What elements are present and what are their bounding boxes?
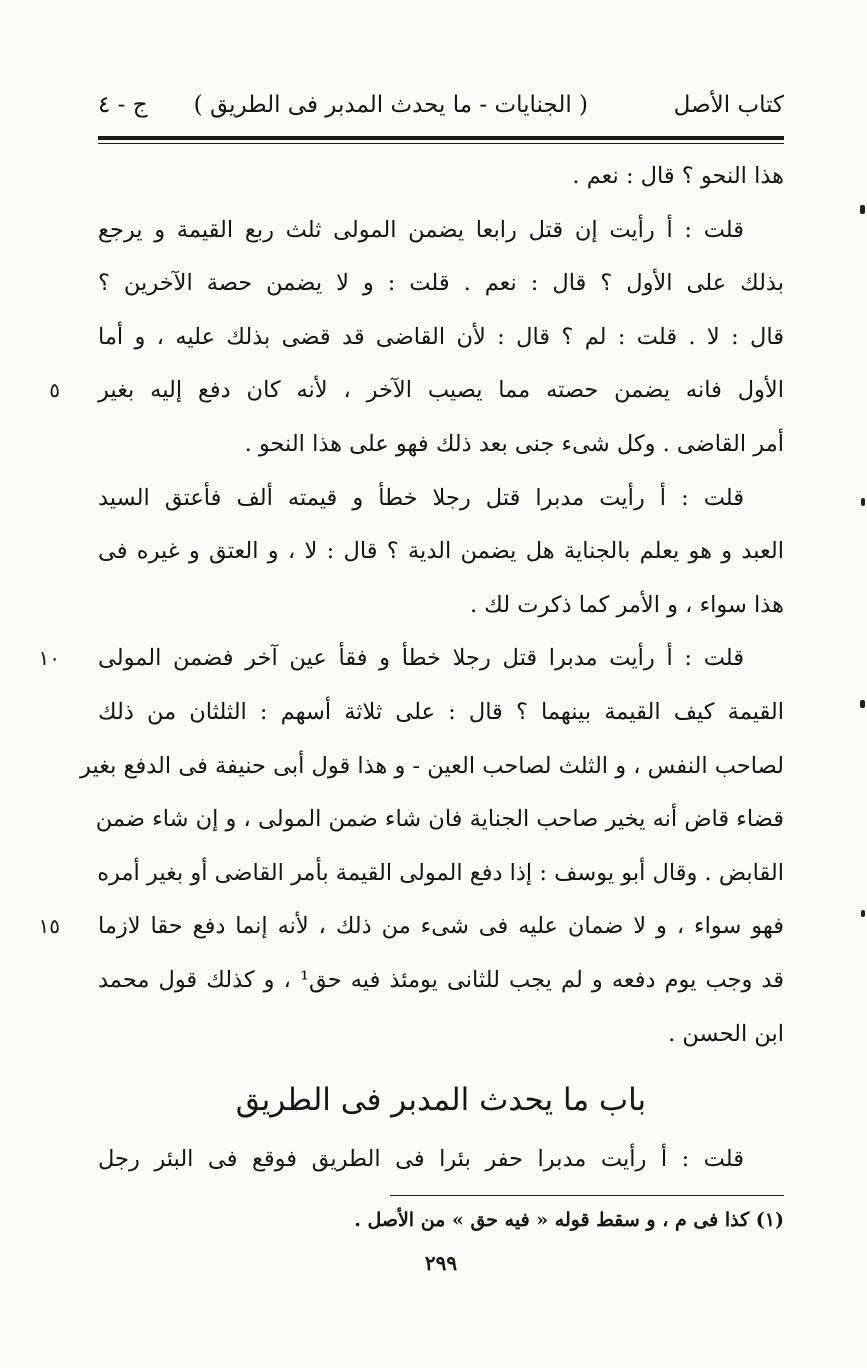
text-line-content: قلت : أ رأيت مدبرا قتل رجلا خطأ و قيمته ألف فأعتق السيد	[98, 484, 744, 511]
text-line	[98, 686, 784, 740]
text-line	[38, 632, 784, 686]
text-line	[98, 1008, 784, 1062]
text-line	[98, 525, 784, 579]
text-line	[98, 847, 784, 901]
text-line-content: قلت : أ رأيت مدبرا قتل رجلا خطأ و فقأ عين آخر فضمن المولى	[98, 645, 744, 672]
text-line	[98, 150, 784, 204]
line-number: ٥	[49, 378, 60, 403]
text-line	[98, 472, 784, 526]
footnote-rule	[390, 1195, 784, 1196]
text-line-content: هذا سواء ، و الأمر كما ذكرت لك .	[469, 591, 784, 618]
page-number: ٢٩٩	[424, 1250, 458, 1275]
text-line	[98, 579, 784, 633]
text-line	[80, 740, 784, 794]
text-line	[49, 364, 784, 418]
chapter-first-line: قلت : أ رأيت مدبرا حفر بئرا فى الطريق فوقع فى البئر رجل	[98, 1146, 744, 1173]
running-header	[98, 78, 784, 132]
section-title: ( الجنايات - ما يحدث المدبر فى الطريق )	[193, 92, 588, 118]
line-number: ١٥	[38, 914, 60, 939]
chapter-title: باب ما يحدث المدبر فى الطريق	[235, 1082, 647, 1119]
scan-speck	[860, 700, 865, 708]
header-rule-thick	[98, 136, 784, 140]
text-line-content: بذلك على الأول ؟ قال : نعم . قلت : و لا يضمن حصة الآخرين ؟	[98, 270, 784, 297]
scan-speck	[860, 205, 865, 214]
text-line-content: قال : لا . قلت : لم ؟ قال : لأن القاضى قد قضى بذلك عليه ، و أما	[98, 323, 784, 350]
text-line-content: هذا النحو ؟ قال : نعم .	[572, 163, 784, 189]
text-line-content: لصاحب النفس ، و الثلث لصاحب العين - و هذا قول أبى حنيفة فى الدفع بغير	[80, 752, 784, 779]
text-line-content: الأول فانه يضمن حصته مما يصيب الآخر ، لأنه كان دفع إليه بغير	[98, 377, 784, 404]
text-line	[98, 418, 784, 472]
text-line-content: قضاء قاض أنه يخير صاحب الجناية فان شاء ضمن المولى ، و إن شاء ضمن	[95, 806, 784, 833]
text-line	[95, 793, 784, 847]
book-title: كتاب الأصل	[673, 92, 784, 118]
text-line-content: القيمة كيف القيمة بينهما ؟ قال : على ثلاثة أسهم : الثلثان من ذلك	[98, 698, 784, 725]
text-line-content: أمر القاضى . وكل شىء جنى بعد ذلك فهو على هذا النحو .	[244, 430, 784, 457]
header-rule-thin	[98, 143, 784, 144]
line-number: ١٠	[38, 646, 60, 671]
text-line-content: فهو سواء ، و لا ضمان عليه فى شىء من ذلك ، لأنه إنما دفع حقا لازما	[98, 913, 784, 940]
text-line-content: قلت : أ رأيت إن قتل رابعا يضمن المولى ثلث ربع القيمة و يرجع	[98, 216, 744, 243]
scan-speck	[861, 910, 865, 917]
book-page	[38, 78, 784, 1318]
text-line-content: ابن الحسن .	[668, 1020, 784, 1047]
body-text	[38, 150, 784, 1061]
text-line-content: العبد و هو يعلم بالجناية هل يضمن الدية ؟ قال : لا ، و العتق و غيره فى	[98, 538, 784, 565]
text-line	[38, 900, 784, 954]
text-line-content: القابض . وقال أبو يوسف : إذا دفع المولى القيمة بأمر القاضى أو بغير أمره	[97, 859, 784, 886]
text-line	[98, 204, 784, 258]
text-line	[98, 954, 784, 1008]
volume-label: ج - ٤	[98, 92, 148, 118]
text-line	[98, 257, 784, 311]
scan-speck	[861, 498, 865, 506]
text-line-content: قد وجب يوم دفعه و لم يجب للثانى يومئذ فيه حق¹ ، و كذلك قول محمد	[98, 966, 784, 993]
footnote: (١) كذا فى م ، و سقط قوله « فيه حق » من الأصل .	[354, 1208, 784, 1231]
text-line	[98, 311, 784, 365]
